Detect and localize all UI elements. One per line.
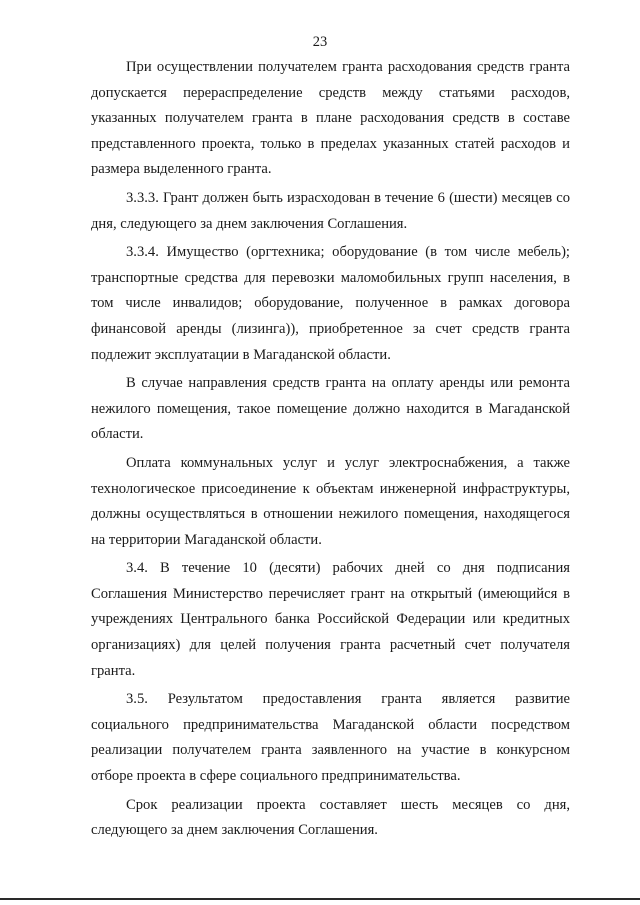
paragraph-3-3-3: 3.3.3. Грант должен быть израсходован в течение 6 (шести) месяцев со дня, следующего за днем заключения Соглашения.: [91, 189, 570, 232]
paragraph-grant-redistribution: При осуществлении получателем гранта расходования средств гранта допускается перераспределение средств между статьями расходов, указанных получателем гранта в плане расходования средств в составе представленного проекта, только в пределах указанных статей расходов и размера выделенного гранта.: [91, 59, 570, 178]
page-number: 23: [312, 34, 328, 50]
paragraph-3-3-4: 3.3.4. Имущество (оргтехника; оборудование (в том числе мебель); транспортные средства для перевозки маломобильных групп населения, в том числе инвалидов; оборудование, полученное в рамках договора финансовой аренды (лизинга)), приобретенное за счет средств гранта подлежит эксплуатации в Магаданской области.: [91, 244, 570, 363]
document-body: [91, 55, 570, 846]
paragraph-3-4: 3.4. В течение 10 (десяти) рабочих дней со дня подписания Соглашения Министерство перечисляет грант на открытый (имеющийся в учреждениях Центрального банка Российской Федерации или кредитных организациях) для целей получения гранта расчетный счет получателя гранта.: [91, 560, 570, 679]
paragraph-rent-repair: В случае направления средств гранта на оплату аренды или ремонта нежилого помещения, такое помещение должно находится в Магаданской области.: [91, 375, 570, 443]
paragraph-project-term: Срок реализации проекта составляет шесть месяцев со дня, следующего за днем заключения Соглашения.: [91, 796, 570, 839]
paragraph-3-5: 3.5. Результатом предоставления гранта является развитие социального предпринимательства Магаданской области посредством реализации получателем гранта заявленного на участие в конкурсном отборе проекта в сфере социального предпринимательства.: [91, 691, 570, 785]
bottom-divider: [0, 898, 640, 900]
paragraph-utilities: Оплата коммунальных услуг и услуг электроснабжения, а также технологическое присоединение к объектам инженерной инфраструктуры, должны осуществляться в отношении нежилого помещения, находящегося на территории Магаданской области.: [91, 454, 570, 548]
